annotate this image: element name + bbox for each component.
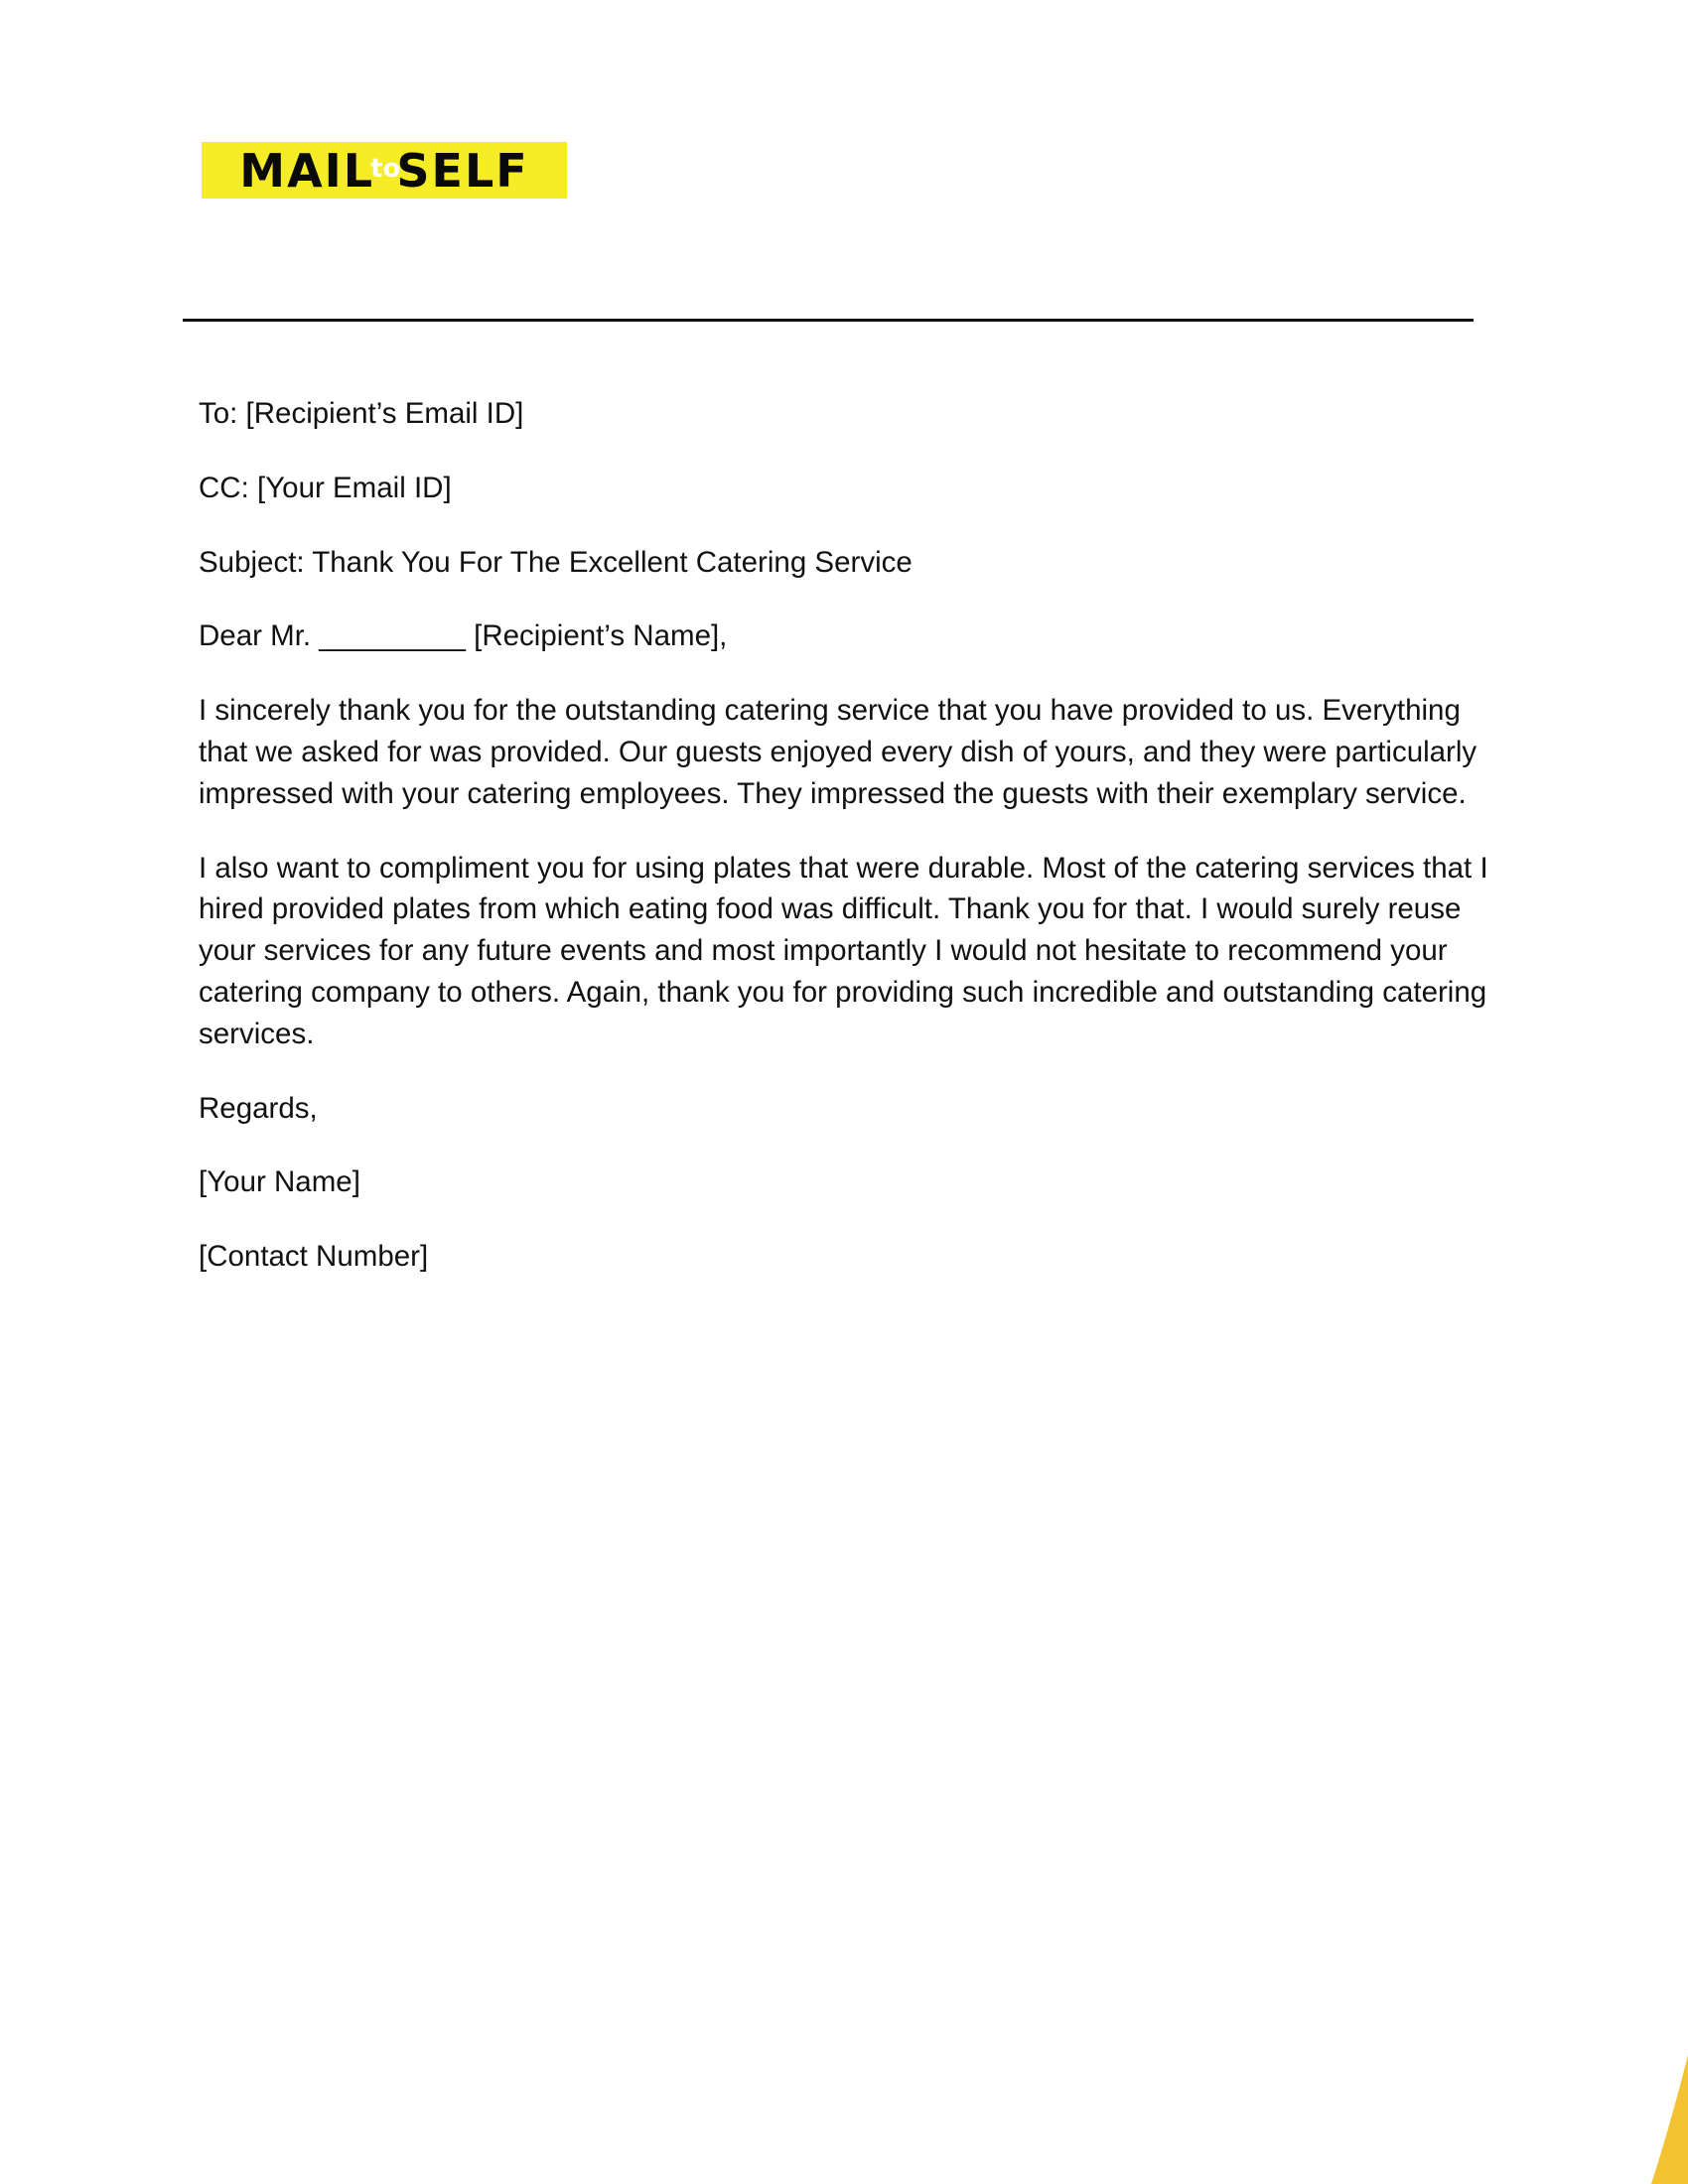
- letter-body: [199, 393, 1499, 1310]
- paragraph-1: I sincerely thank you for the outstanding catering service that you have provided to us. Everything that we asked for was provided. Our guests enjoyed every dish of yours, and they were particularly impressed with your catering employees. They impressed the guests with their exemplary service.: [199, 694, 1477, 810]
- paragraph-2: I also want to compliment you for using plates that were durable. Most of the catering services that I hired provided plates from which eating food was difficult. Thank you for that. I would surely reuse your services for any future events and most importantly I would not hesitate to recommend your catering company to others. Again, thank you for providing such incredible and outstanding catering services.: [199, 851, 1488, 1050]
- signature-name: [Your Name]: [199, 1165, 360, 1199]
- cc-line: CC: [Your Email ID]: [199, 471, 452, 504]
- mail-to-self-logo: [202, 142, 567, 199]
- logo-text-mail: MAIL: [239, 143, 375, 198]
- header-divider: [183, 319, 1474, 322]
- corner-swoosh-shape: [1651, 2055, 1688, 2184]
- subject-line: Subject: Thank You For The Excellent Catering Service: [199, 545, 913, 579]
- to-line: To: [Recipient’s Email ID]: [199, 397, 524, 430]
- logo-text-self: SELF: [396, 143, 529, 198]
- signature-contact: [Contact Number]: [199, 1240, 429, 1274]
- salutation: Dear Mr. _________ [Recipient’s Name],: [199, 619, 728, 653]
- logo-text-to: to: [370, 153, 401, 184]
- closing: Regards,: [199, 1091, 318, 1125]
